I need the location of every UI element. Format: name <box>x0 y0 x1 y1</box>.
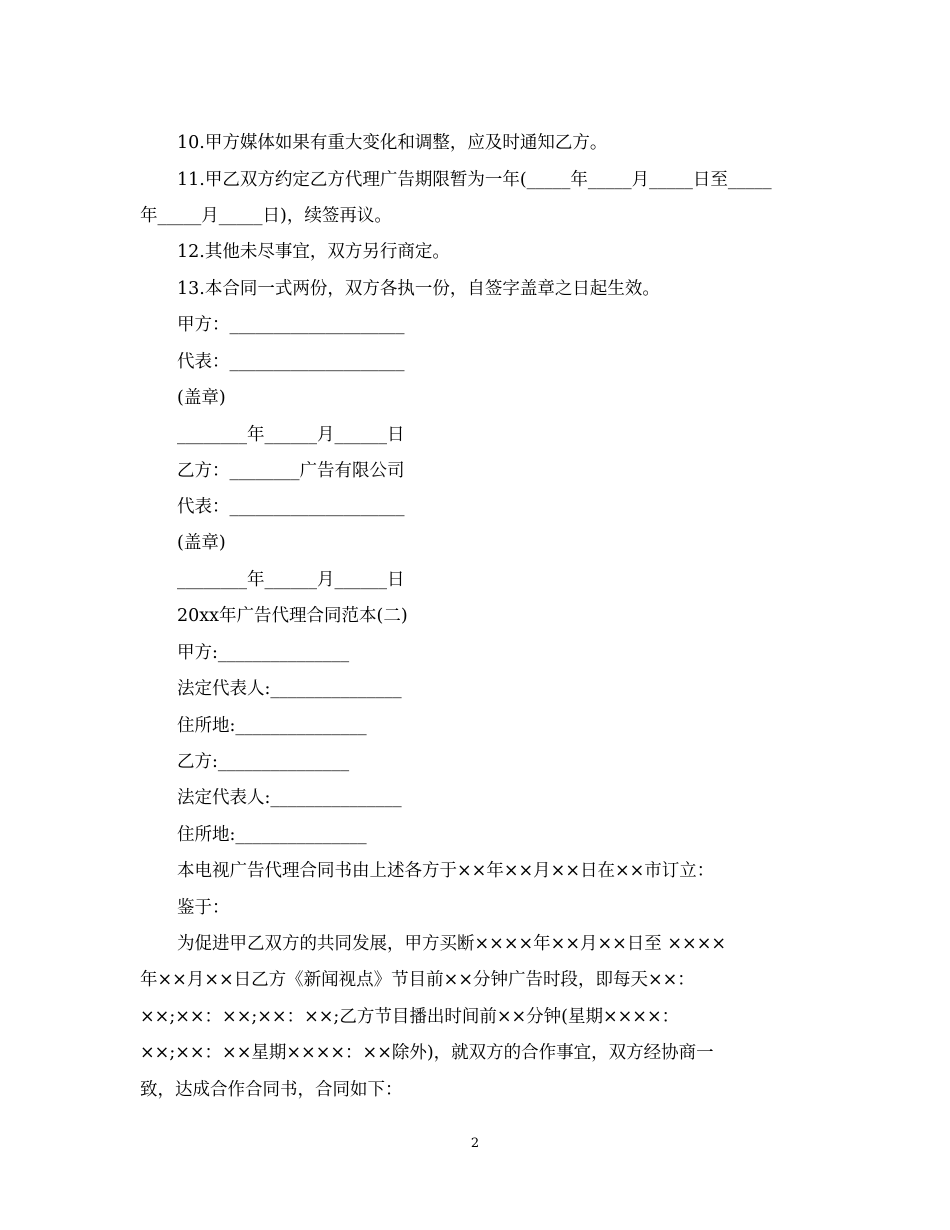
body-paragraph-line-3: ××;××：××;××：××;乙方节目播出时间前××分钟(星期××××： <box>140 1007 680 1027</box>
party-b-legal-rep-field: 法定代表人:_______________ <box>177 788 402 808</box>
clause-10: 10.甲方媒体如果有重大变化和调整，应及时通知乙方。 <box>177 133 608 153</box>
party-b-address-field: 住所地:_______________ <box>177 825 367 845</box>
clause-11-continued: 年_____月_____日)，续签再议。 <box>140 206 392 226</box>
party-b-representative-line: 代表：____________________ <box>177 497 405 517</box>
body-paragraph-line-5: 致，达成合作合同书，合同如下： <box>140 1080 403 1100</box>
party-b-field: 乙方:_______________ <box>177 752 350 772</box>
party-a-representative-line: 代表：____________________ <box>177 352 405 372</box>
party-a-date-line: ________年______月______日 <box>177 425 405 445</box>
party-b-signature-line: 乙方：________广告有限公司 <box>177 461 405 481</box>
party-a-address-field: 住所地:_______________ <box>177 716 367 736</box>
body-paragraph-line-2: 年××月××日乙方《新闻视点》节目前××分钟广告时段，即每天××： <box>140 970 695 990</box>
body-paragraph-line-1: 为促进甲乙双方的共同发展，甲方买断××××年××月××日至 ×××× <box>177 934 727 954</box>
party-a-seal-label: (盖章) <box>177 388 226 408</box>
page-number: 2 <box>470 1136 480 1151</box>
party-a-legal-rep-field: 法定代表人:_______________ <box>177 679 402 699</box>
contract-intro: 本电视广告代理合同书由上述各方于××年××月××日在××市订立： <box>177 861 715 881</box>
section-title: 20xx年广告代理合同范本(二) <box>177 606 408 626</box>
clause-12: 12.其他未尽事宜，双方另行商定。 <box>177 242 450 262</box>
clause-11: 11.甲乙双方约定乙方代理广告期限暂为一年(_____年_____月_____日至_____ <box>177 170 772 190</box>
whereas-label: 鉴于： <box>177 898 230 918</box>
party-a-signature-line: 甲方：____________________ <box>177 315 405 335</box>
party-a-field: 甲方:_______________ <box>177 643 350 663</box>
party-b-seal-label: (盖章) <box>177 533 226 553</box>
body-paragraph-line-4: ××;××：××星期××××：××除外)，就双方的合作事宜，双方经协商一 <box>140 1043 714 1063</box>
party-b-date-line: ________年______月______日 <box>177 570 405 590</box>
clause-13: 13.本合同一式两份，双方各执一份，自签字盖章之日起生效。 <box>177 279 660 299</box>
